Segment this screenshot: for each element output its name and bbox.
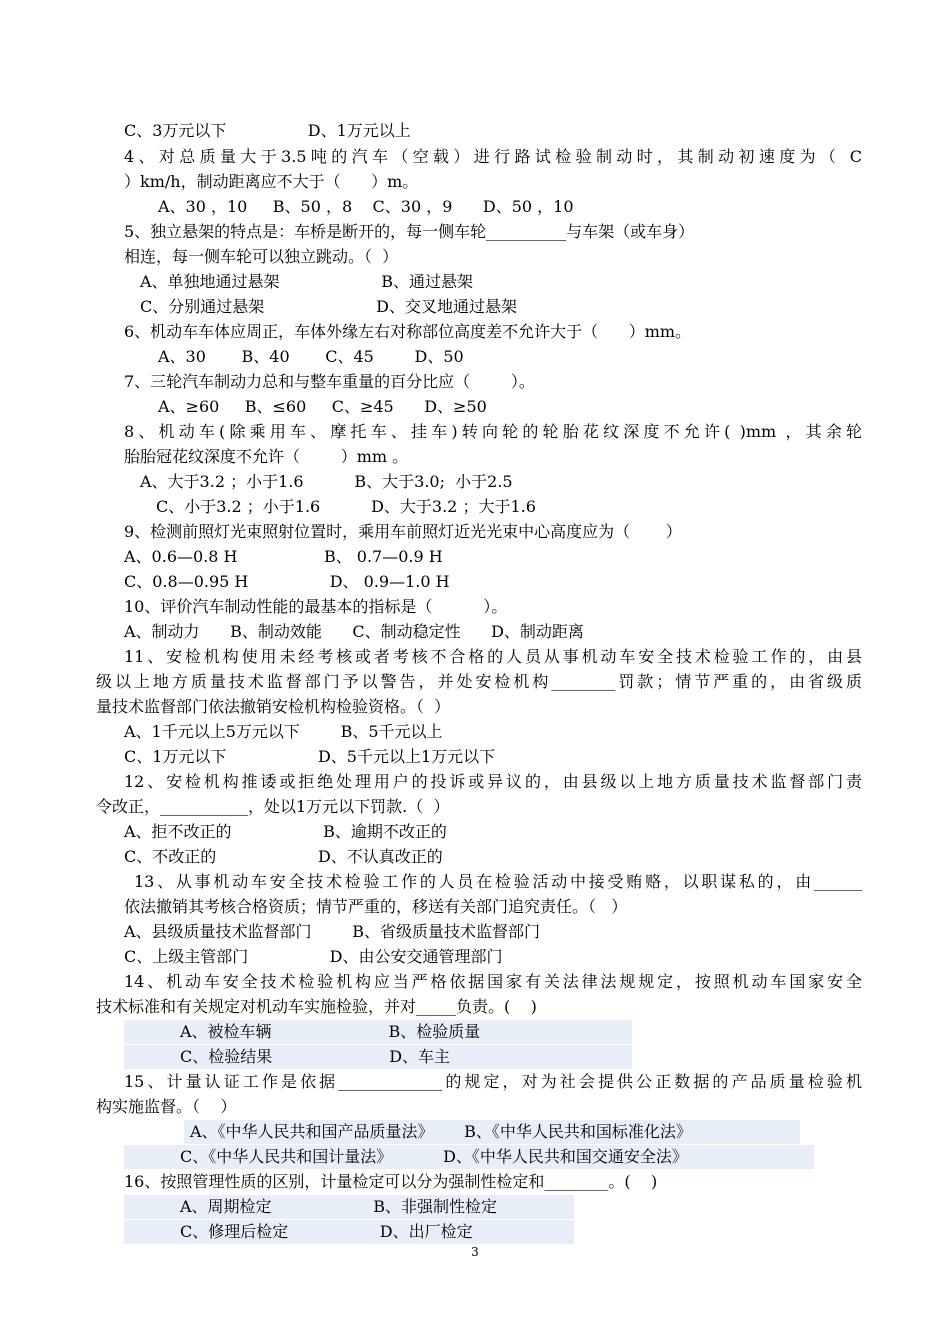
q7-options: A、≥60 B、≤60 C、≥45 D、≥50 <box>158 397 487 416</box>
q7-stem: 7、三轮汽车制动力总和与整车重量的百分比应（ ）。 <box>124 372 535 391</box>
page-number: 3 <box>471 1245 479 1259</box>
q13-options-cd: C、上级主管部门 D、由公安交通管理部门 <box>124 947 503 966</box>
q5-options-cd: C、分别通过悬架 D、交叉地通过悬架 <box>140 297 517 316</box>
q9-stem: 9、检测前照灯光束照射位置时，乘用车前照灯近光光束中心高度应为（ ） <box>124 522 682 541</box>
q14-options-ab-text: A、被检车辆 B、检验质量 <box>180 1022 481 1041</box>
q14-options-cd-text: C、检验结果 D、车主 <box>180 1047 451 1066</box>
q15-stem-line1: 15、计量认证工作是依据_____________的规定，对为社会提供公正数据的产品质量检验机 <box>124 1072 862 1091</box>
q8-options-ab: A、大于3.2 ；小于1.6 B、大于3.0; 小于2.5 <box>140 472 513 491</box>
q11-options-cd: C、1万元以下 D、5千元以上1万元以下 <box>124 747 496 766</box>
q4-options: A、30 ，10 B、50 ，8 C、30 ，9 D、50 ，10 <box>158 197 574 216</box>
q14-options-cd <box>124 1045 632 1069</box>
q11-stem-line2: 级以上地方质量技术监督部门予以警告，并处安检机构________罚款；情节严重的，由省级质 <box>96 672 862 691</box>
q16-options-ab <box>124 1195 574 1219</box>
q9-options-ab: A、0.6—0.8 H B、 0.7—0.9 H <box>124 547 443 566</box>
q13-stem-line1: 13、从事机动车安全技术检验工作的人员在检验活动中接受贿赂，以职谋私的，由______ <box>134 872 862 891</box>
q11-options-ab: A、1千元以上5万元以下 B、5千元以上 <box>124 722 443 741</box>
q11-stem-line3: 量技术监督部门依法撤销安检机构检验资格。（ ） <box>96 697 451 716</box>
q5-stem-line1: 5、独立悬架的特点是：车桥是断开的，每一侧车轮__________与车架（或车身） <box>124 222 695 241</box>
q16-stem: 16、按照管理性质的区别，计量检定可以分为强制性检定和________。( ) <box>124 1172 658 1191</box>
q15-stem-line2: 构实施监督。（ ） <box>96 1097 237 1116</box>
q16-options-cd <box>124 1220 574 1244</box>
q14-stem-line1: 14、机动车安全技术检验机构应当严格依据国家有关法律法规规定，按照机动车国家安全 <box>124 972 862 991</box>
q15-options-cd-text: C、《中华人民共和国计量法》 D、《中华人民共和国交通安全法》 <box>180 1147 688 1166</box>
q13-stem-line2: 依法撤销其考核合格资质；情节严重的，移送有关部门追究责任。（ ） <box>124 897 628 916</box>
q8-stem-line2: 胎胎冠花纹深度不允许（ ）mm 。 <box>124 447 409 466</box>
q8-stem-line1: 8、机动车(除乘用车、摩托车、挂车)转向轮的轮胎花纹深度不允许( )mm ，其余轮 <box>124 422 862 441</box>
q15-options-ab <box>184 1120 800 1144</box>
q12-options-ab: A、拒不改正的 B、逾期不改正的 <box>124 822 447 841</box>
q12-stem-line1: 12、安检机构推诿或拒绝处理用户的投诉或异议的，由县级以上地方质量技术监督部门责 <box>124 772 862 791</box>
q16-options-ab-text: A、周期检定 B、非强制性检定 <box>180 1197 498 1216</box>
q13-options-ab: A、县级质量技术监督部门 B、省级质量技术监督部门 <box>124 922 541 941</box>
q3-options-cd: C、3万元以下 D、1万元以上 <box>124 121 411 140</box>
q15-options-ab-text: A、《中华人民共和国产品质量法》 B、《中华人民共和国标准化法》 <box>190 1122 692 1141</box>
q10-stem: 10、评价汽车制动性能的最基本的指标是（ ）。 <box>124 597 508 616</box>
q6-options: A、30 B、40 C、45 D、50 <box>158 347 464 366</box>
q15-options-cd <box>124 1145 814 1169</box>
q14-options-ab <box>124 1020 632 1044</box>
q14-stem-line2: 技术标准和有关规定对机动车实施检验，并对_____负责。( ) <box>96 997 537 1016</box>
q9-options-cd: C、0.8—0.95 H D、 0.9—1.0 H <box>124 572 450 591</box>
q5-options-ab: A、单独地通过悬架 B、通过悬架 <box>140 272 474 291</box>
q12-options-cd: C、不改正的 D、不认真改正的 <box>124 847 443 866</box>
q10-options: A、制动力 B、制动效能 C、制动稳定性 D、制动距离 <box>124 622 584 641</box>
q8-options-cd: C、小于3.2 ；小于1.6 D、大于3.2 ；大于1.6 <box>156 497 536 516</box>
q12-stem-line2: 令改正，___________，处以1万元以下罚款.（ ） <box>96 797 450 816</box>
q4-stem-line2: ）km/h，制动距离应不大于（ ）m。 <box>124 172 419 191</box>
q5-stem-line2: 相连，每一侧车轮可以独立跳动。（ ） <box>124 247 399 266</box>
q4-stem-line1: 4、对总质量大于3.5吨的汽车（空载）进行路试检验制动时，其制动初速度为（ C <box>124 147 862 166</box>
q6-stem: 6、机动车车体应周正，车体外缘左右对称部位高度差不允许大于（ ）mm。 <box>124 322 692 341</box>
q16-options-cd-text: C、修理后检定 D、出厂检定 <box>180 1222 473 1241</box>
q11-stem-line1: 11、安检机构使用未经考核或者考核不合格的人员从事机动车安全技术检验工作的，由县 <box>124 647 862 666</box>
